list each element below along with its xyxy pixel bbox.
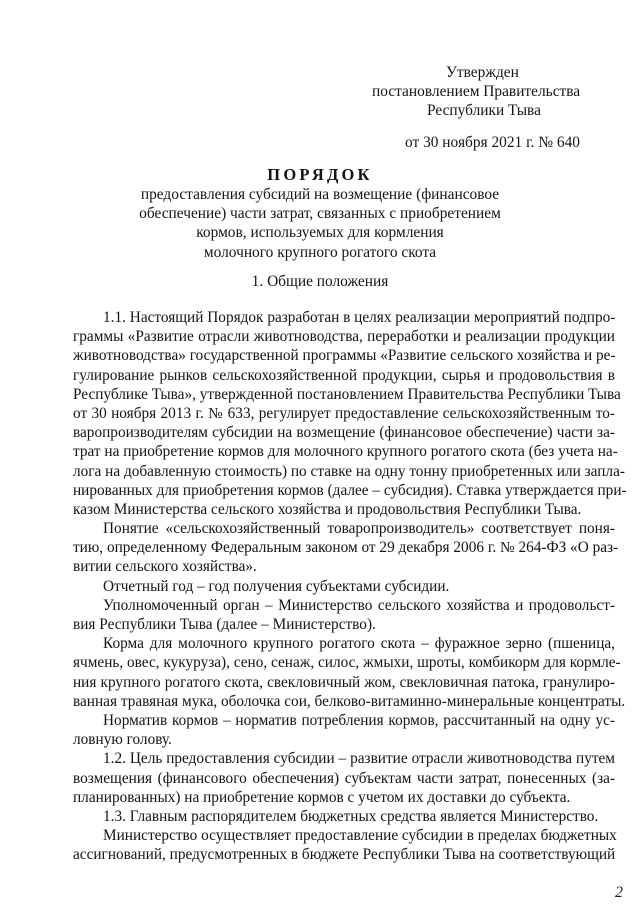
subtitle-line: предоставления субсидий на возмещение (финансовое [140, 186, 500, 203]
body-line: возмещения (финансового обеспечения) субъектам части затрат, понесенных (за- [73, 769, 615, 787]
approval-line-1: Утвержден [446, 64, 519, 81]
subtitle-line: молочного крупного рогатого скота [203, 243, 437, 261]
body-line: вия Республики Тыва (далее – Министерство). [73, 616, 376, 633]
body-line: ячмень, овес, кукуруза), сено, сенаж, силос, жмыхи, шроты, комбикорм для кормле- [73, 654, 621, 672]
body-line: нированных для приобретения кормов (далее – субсидия). Ставка утверждается при- [73, 481, 627, 499]
document-subtitle [0, 185, 640, 262]
body-line: гулирование рынков сельскохозяйственной продукции, сырья и продовольствия в [73, 366, 615, 384]
body-line: лога на добавленную стоимость) по ставке на одну тонну приобретенных или запла- [73, 462, 625, 480]
approval-line-2: постановлением Правительства [372, 83, 581, 100]
section-heading: 1. Общие положения [251, 273, 389, 290]
body-line: планированных) на приобретение кормов с учетом их доставки до субъекта. [73, 788, 571, 806]
body-line: тию, определенному Федеральным законом от 29 декабря 2006 г. № 264-ФЗ «О раз- [73, 539, 619, 557]
body-line: ловную голову. [73, 731, 172, 749]
body-line: ассигнований, предусмотренных в бюджете Республики Тыва на соответствующий [73, 846, 616, 864]
body-line: 1.3. Главным распорядителем бюджетных средства является Министерство. [103, 807, 599, 825]
body-line: животноводства» государственной программы «Развитие сельского хозяйства и ре- [73, 347, 616, 365]
body-line: Отчетный год – год получения субъектами субсидии. [103, 577, 450, 595]
body-line: Норматив кормов – норматив потребления кормов, рассчитанный на одну ус- [103, 711, 615, 729]
body-line: Республике Тыва», утвержденной постановлением Правительства Республики Тыва [73, 385, 621, 403]
body-line: от 30 ноября 2013 г. № 633, регулирует предоставление сельскохозяйственным то- [73, 404, 615, 422]
body-line: трат на приобретение кормов для молочного крупного рогатого скота (без учета на- [73, 443, 618, 461]
page-number: 2 [615, 884, 623, 901]
body-line: Уполномоченный орган – Министерство сельского хозяйства и продовольст- [103, 596, 615, 614]
body-line: ния крупного рогатого скота, свекловичный жом, свекловичная патока, гранулиро- [73, 673, 615, 691]
approval-stamp [360, 63, 620, 152]
body-line: 1.2. Цель предоставления субсидии – развитие отрасли животноводства путем [103, 750, 615, 768]
body-line: 1.1. Настоящий Порядок разработан в целях реализации мероприятий подпро- [103, 309, 616, 326]
approval-date-number: от 30 ноября 2021 г. № 640 [405, 134, 580, 151]
body-line: Понятие «сельскохозяйственный товаропроизводитель» соответствует поня- [103, 520, 615, 538]
subtitle-line: обеспечение) части затрат, связанных с приобретением [139, 205, 501, 223]
body-line: варопроизводителям субсидии на возмещение (финансовое обеспечение) части за- [73, 424, 615, 442]
body-line: витии сельского хозяйства». [73, 558, 257, 576]
body-line: Министерство осуществляет предоставление субсидии в пределах бюджетных [103, 827, 617, 845]
body-line: казом Министерства сельского хозяйства и продовольствия Республики Тыва. [73, 500, 582, 518]
document-body [73, 308, 627, 864]
approval-line-3: Республики Тыва [427, 102, 541, 119]
body-line: Корма для молочного крупного рогатого скота – фуражное зерно (пшеница, [103, 635, 615, 653]
body-line: ванная травяная мука, оболочка сои, белково-витаминно-минеральные концентраты. [73, 692, 626, 710]
subtitle-line: кормов, используемых для кормления [196, 224, 444, 242]
body-line: граммы «Развитие отрасли животноводства, переработки и реализации продукции [73, 328, 615, 346]
document-title: ПОРЯДОК [267, 165, 373, 184]
